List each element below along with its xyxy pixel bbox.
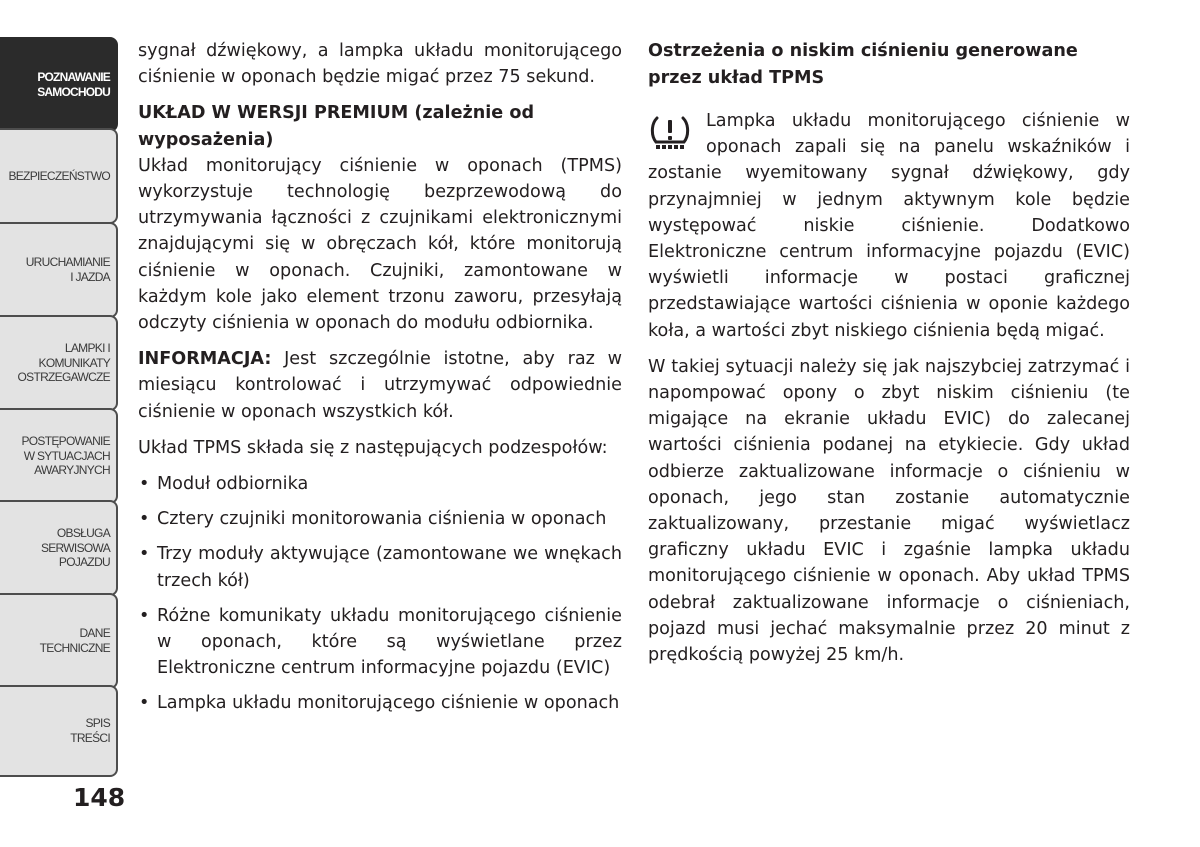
tab-label: DANE TECHNICZNE bbox=[39, 626, 110, 655]
list-item: • Różne komunikaty układu monitorującego ciśnienie w oponach, które są wyświetlane przez Elektroniczne centrum informacyjne pojazdu (EVIC) bbox=[138, 603, 622, 682]
tab-label: SPIS TREŚCI bbox=[70, 716, 110, 745]
info-paragraph bbox=[138, 346, 622, 425]
tab-label: POZNAWANIE SAMOCHODU bbox=[37, 69, 110, 99]
tab-label: POSTĘPOWANIE W SYTUACJACH AWARYJNYCH bbox=[21, 434, 110, 478]
right-column bbox=[648, 38, 1130, 678]
tab-poznawanie-samochodu[interactable] bbox=[0, 37, 118, 132]
tab-label: OBSŁUGA SERWISOWA POJAZDU bbox=[40, 526, 110, 570]
tab-lampki-i-komunikaty[interactable] bbox=[0, 315, 118, 411]
page-number: 148 bbox=[73, 783, 126, 812]
tab-label: BEZPIECZEŃSTWO bbox=[8, 168, 110, 183]
tpms-warning-icon bbox=[648, 114, 692, 154]
left-column bbox=[138, 38, 622, 726]
components-list bbox=[138, 471, 622, 717]
intro-paragraph: sygnał dźwiękowy, a lampka układu monitorującego ciśnienie w oponach będzie migać przez 75 sekund. bbox=[138, 41, 622, 88]
info-label: INFORMACJA: bbox=[138, 349, 272, 370]
warning-block bbox=[648, 108, 1130, 344]
premium-paragraph: Układ monitorujący ciśnienie w oponach (TPMS) wykorzystuje technologię bezprzewodową do utrzymywania łączności z czujnikami elektronicznymi znajdującymi się w obręczach kół, które monitorują ciśnienie w oponach. Czujniki, zamontowane w każdym kole jako element trzonu zaworu, przesyłają odczyty ciśnienia w oponach do modułu odbiornika. bbox=[138, 155, 622, 334]
tab-label: LAMPKI I KOMUNIKATY OSTRZEGAWCZE bbox=[17, 341, 110, 385]
list-item: • Moduł odbiornika bbox=[138, 471, 622, 497]
info-text: Jest szczególnie istotne, aby raz w miesiącu kontrolować i utrzymywać odpowiednie ciśnienie w oponach wszystkich kół. bbox=[138, 349, 622, 422]
tab-spis-tresci[interactable] bbox=[0, 685, 118, 777]
warning-paragraph: Lampka układu monitorującego ciśnienie w oponach zapali się na panelu wskaźników i zostanie wyemitowany sygnał dźwiękowy, gdy przynajmniej w jednym aktywnym kole będzie występować niskie ciśnienie. Dodatkowo Elektroniczne centrum informacyjne pojazdu (EVIC) wyświetli informacje w postaci graficznej przedstawiające wartości ciśnienia w oponie każdego koła, a wartości zbyt niskiego ciśnienia będą migać. bbox=[648, 111, 1130, 341]
tab-uruchamianie-i-jazda[interactable] bbox=[0, 222, 118, 318]
components-intro: Układ TPMS składa się z następujących podzespołów: bbox=[138, 437, 608, 458]
premium-heading: UKŁAD W WERSJI PREMIUM (zależnie od wyposażenia) bbox=[138, 103, 535, 150]
list-item: • Cztery czujniki monitorowania ciśnienia w oponach bbox=[138, 506, 622, 532]
tab-dane-techniczne[interactable] bbox=[0, 593, 118, 689]
tab-label: URUCHAMIANIE I JAZDA bbox=[25, 255, 110, 284]
section-heading: Ostrzeżenia o niskim ciśnieniu generowane przez układ TPMS bbox=[648, 41, 1078, 88]
list-item: • Lampka układu monitorującego ciśnienie w oponach bbox=[138, 690, 622, 716]
list-item: • Trzy moduły aktywujące (zamontowane we wnękach trzech kół) bbox=[138, 541, 622, 593]
action-paragraph: W takiej sytuacji należy się jak najszybciej zatrzymać i napompować opony o zbyt niskim ciśnieniu (te migające na ekranie układu EVIC) do zalecanej wartości ciśnienia podanej na etykiecie. Gdy układ odbierze zaktualizowane informacje o ciśnieniu w oponach, jego stan zostanie automatycznie zaktualizowany, przestanie migać wyświetlacz graficzny układu EVIC i zgaśnie lampka układu monitorującego ciśnienie w oponach. Aby układ TPMS odebrał zaktualizowane informacje o ciśnieniach, pojazd musi jechać maksymalnie przez 20 minut z prędkością powyżej 25 km/h. bbox=[648, 356, 1130, 666]
tab-postepowanie-awaryjne[interactable] bbox=[0, 408, 118, 504]
tab-obsluga-serwisowa[interactable] bbox=[0, 500, 118, 596]
tab-bezpieczenstwo[interactable] bbox=[0, 128, 118, 224]
